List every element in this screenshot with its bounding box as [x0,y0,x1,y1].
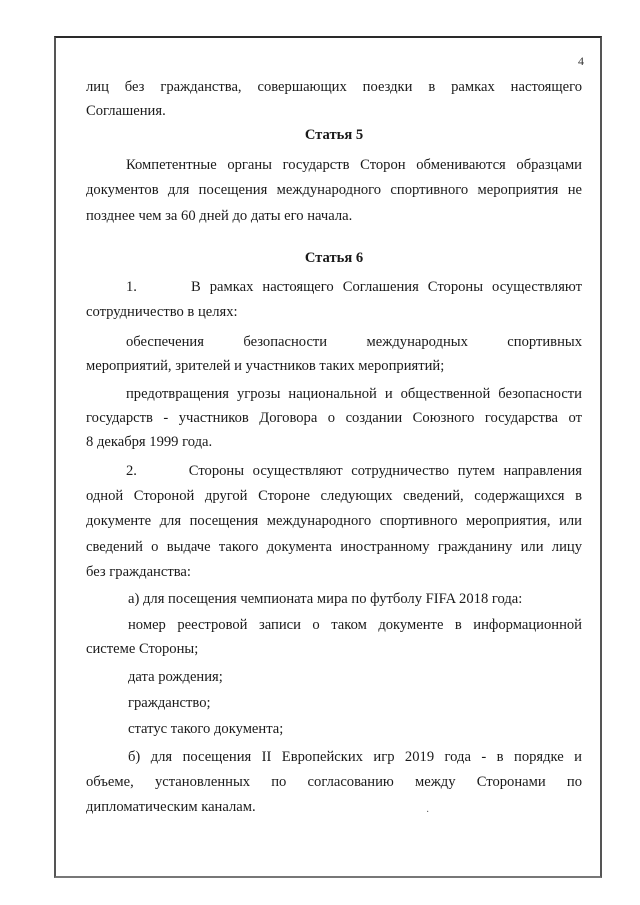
page-number: 4 [578,54,584,68]
text-line: дипломатическим каналам. [86,799,256,815]
scan-speck: · [426,807,430,818]
text-line: сотрудничество в целях: [86,304,238,320]
text-line: Соглашения. [86,103,166,119]
text-line: объеме, установленных по согласованию между Сторонами по [86,774,582,790]
text-line: 1. В рамках настоящего Соглашения Стороны осуществляют [126,279,582,295]
article-5-heading: Статья 5 [304,127,364,143]
text-line: лиц без гражданства, совершающих поездки в рамках настоящего [86,79,582,95]
text-line: статус такого документа; [128,721,284,737]
text-line: Компетентные органы государств Сторон обмениваются образцами [126,157,582,173]
text-line: обеспечения безопасности международных спортивных [126,334,582,350]
text-line: системе Стороны; [86,641,199,657]
text-line: сведений о выдаче такого документа иностранному гражданину или лицу [86,539,582,555]
text-line: без гражданства: [86,564,191,580]
article-6-heading: Статья 6 [304,250,364,266]
text-line: б) для посещения II Европейских игр 2019 года - в порядке и [128,749,582,765]
text-line: предотвращения угрозы национальной и общественной безопасности [126,386,582,402]
text-line: одной Стороной другой Стороне следующих сведений, содержащихся в [86,488,582,504]
text-line: гражданство; [128,695,211,711]
text-line: 8 декабря 1999 года. [86,434,213,450]
text-line: дата рождения; [128,669,223,685]
text-line: государств - участников Договора о создании Союзного государства от [86,410,582,426]
text-line: документов для посещения международного спортивного мероприятия не [86,182,582,198]
text-line: а) для посещения чемпионата мира по футболу FIFA 2018 года: [128,591,523,607]
text-line: позднее чем за 60 дней до даты его начала. [86,208,353,224]
text-line: 2. Стороны осуществляют сотрудничество путем направления [126,463,582,479]
text-line: номер реестровой записи о таком документе в информационной [128,617,582,633]
text-line: документе для посещения международного спортивного мероприятия, или [86,513,582,529]
text-line: мероприятий, зрителей и участников таких мероприятий; [86,358,445,374]
